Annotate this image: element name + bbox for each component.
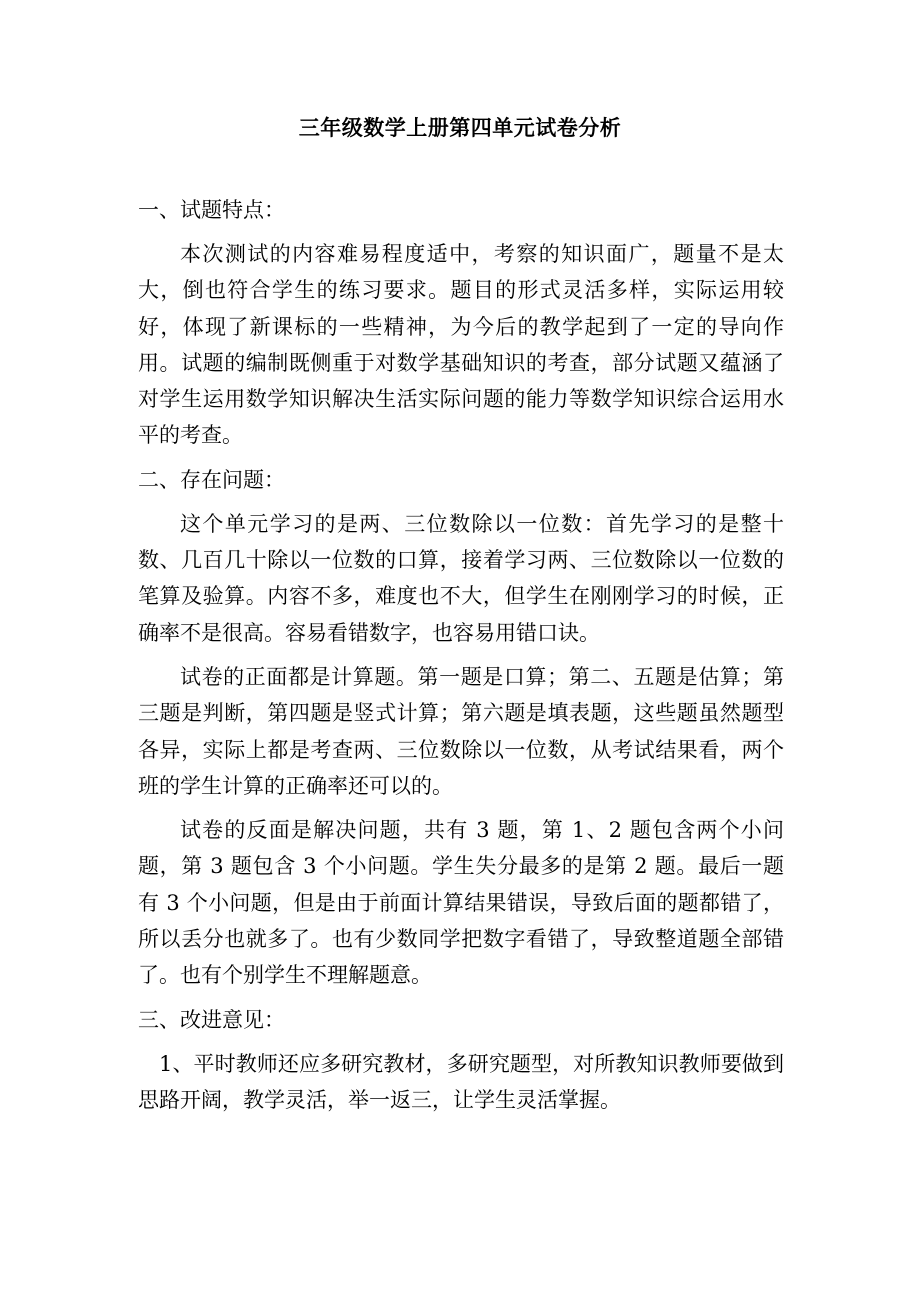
problems-paragraph-1: 这个单元学习的是两、三位数除以一位数：首先学习的是整十数、几百几十除以一位数的口算，接着学习两、三位数除以一位数的笔算及验算。内容不多，难度也不大，但学生在刚刚学习的时候，正确率不是很高。容易看错数字，也容易用错口诀。 [138, 511, 784, 645]
features-paragraph: 本次测试的内容难易程度适中，考察的知识面广，题量不是太大，倒也符合学生的练习要求。题目的形式灵活多样，实际运用较好，体现了新课标的一些精神，为今后的教学起到了一定的导向作用。试题的编制既侧重于对数学基础知识的考查，部分试题又蕴涵了对学生运用数学知识解决生活实际问题的能力等数学知识综合运用水平的考查。 [138, 242, 784, 448]
section-heading-features: 一、试题特点： [138, 198, 285, 222]
section-heading-problems: 二、存在问题： [138, 467, 285, 492]
problems-paragraph-2: 试卷的正面都是计算题。第一题是口算；第二、五题是估算；第三题是判断，第四题是竖式计算；第六题是填表题，这些题虽然题型各异，实际上都是考查两、三位数除以一位数，从考试结果看，两个班的学生计算的正确率还可以的。 [138, 664, 784, 798]
problems-paragraph-3: 试卷的反面是解决问题，共有 3 题，第 1、2 题包含两个小问题，第 3 题包含 3 个小问题。学生失分最多的是第 2 题。最后一题有 3 个小问题，但是由于前面计算结果错误，导致后面的题都错了，所以丢分也就多了。也有少数同学把数字看错了，导致整道题全部错了。也有个别学生不理解题意。 [138, 818, 784, 988]
document-body [138, 192, 784, 1126]
improvements-item-1: 1、平时教师还应多研究教材，多研究题型，对所教知识教师要做到思路开阔，教学灵活，举一返三，让学生灵活掌握。 [138, 1051, 784, 1112]
section-heading-improvements: 三、改进意见： [138, 1007, 285, 1032]
document-title: 三年级数学上册第四单元试卷分析 [298, 115, 622, 140]
